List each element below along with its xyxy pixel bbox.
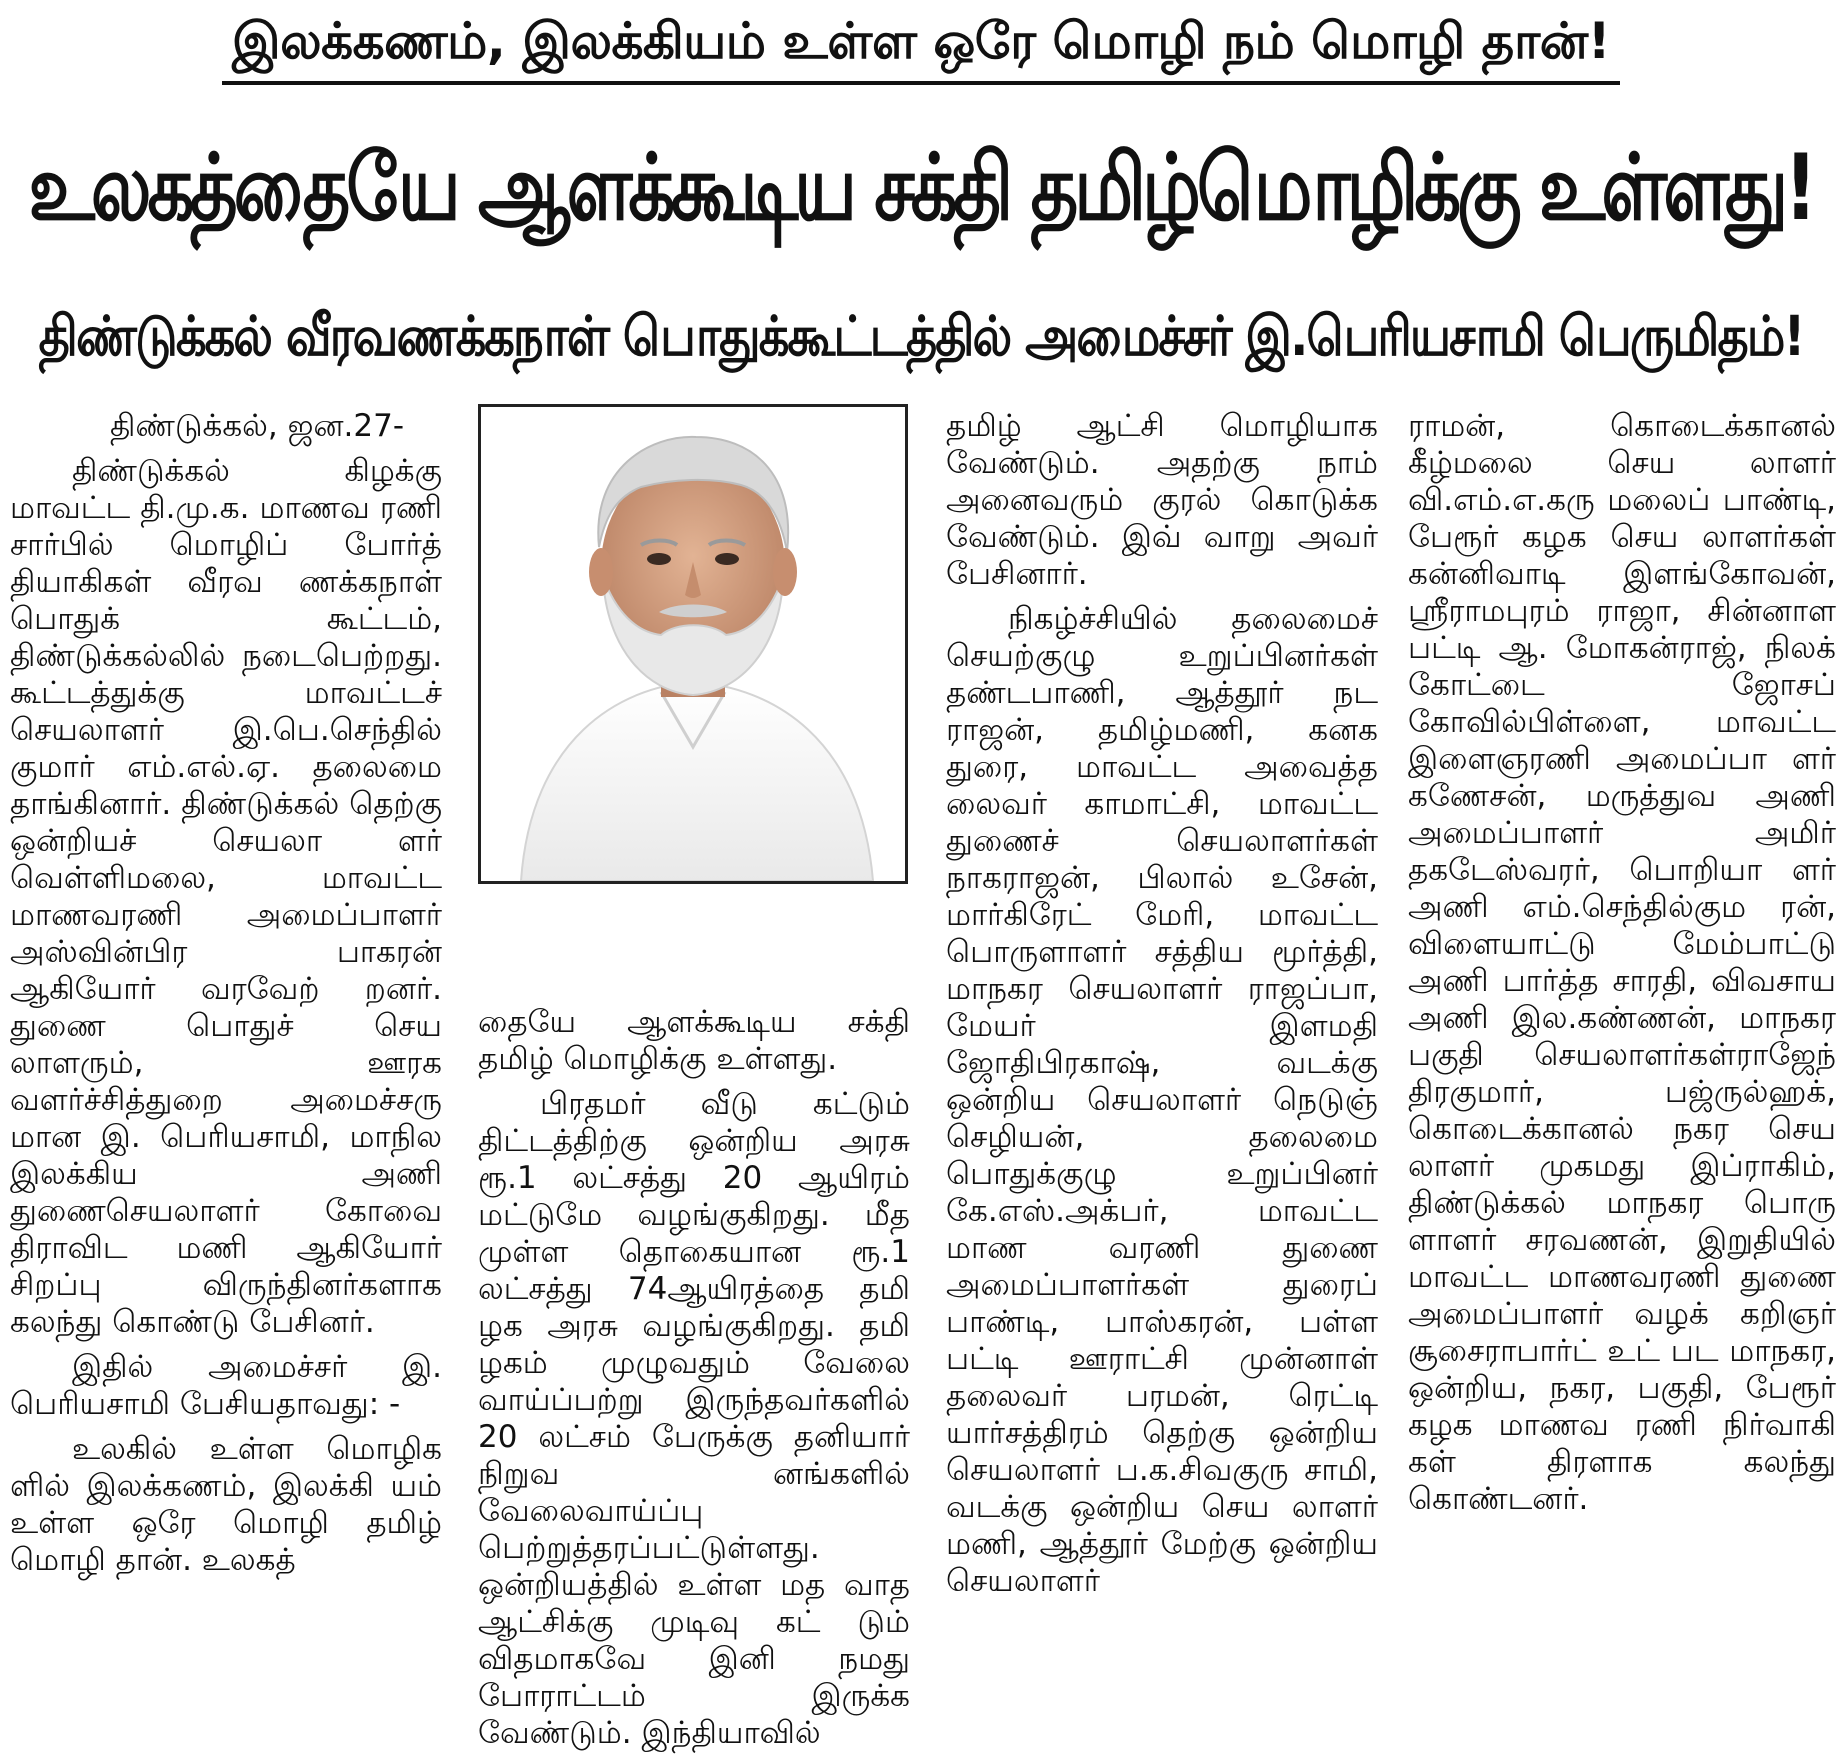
minister-photo: [478, 404, 908, 884]
paragraph: பிரதமர் வீடு கட்டும் திட்டத்திற்கு ஒன்றிய அரசு ரூ.1 லட்சத்து 20 ஆயிரம் மட்டுமே வழங்குகிறது. மீத முள்ள தொகையான ரூ.1 லட்சத்து 74ஆயிரத்தை தமி ழக அரசு வழங்குகிறது. தமி ழகம் முழுவதும் வேலை வாய்ப்பற்று இருந்தவர்களில் 20 லட்சம் பேருக்கு தனியார் நிறுவ னங்களில் வேலைவாய்ப்பு பெற்றுத்தரப்பட்டுள்ளது. ஒன்றியத்தில் உள்ள மத வாத ஆட்சிக்கு முடிவு கட் டும் விதமாகவே இனி நமது போராட்டம் இருக்க வேண்டும். இந்தியாவில்: [478, 1086, 910, 1751]
paragraph: ராமன், கொடைக்கானல் கீழ்மலை செய லாளர் வி.எம்.எ.கரு மலைப் பாண்டி, பேரூர் கழக செய லாளர்கள் கன்னிவாடி இளங்கோவன், ஸ்ரீராமபுரம் ராஜா, சின்னாள பட்டி ஆ. மோகன்ராஜ், நிலக் கோட்டை ஜோசப் கோவில்பிள்ளை, மாவட்ட இளைஞரணி அமைப்பா ளர் கணேசன், மருத்துவ அணி அமைப்பாளர் அமிர் தகடேஸ்வரர், பொறியா ளர் அணி எம்.செந்தில்கும ரன், விளையாட்டு மேம்பாட்டு அணி பார்த்த சாரதி, விவசாய அணி இல.கண்ணன், மாநகர பகுதி செயலாளர்கள்ராஜேந் திரகுமார், பஜ்ருல்ஹக், கொடைக்கானல் நகர செய லாளர் முகமது இப்ராகிம், திண்டுக்கல் மாநகர பொரு ளாளர் சரவணன், இறுதியில் மாவட்ட மாணவரணி துணை அமைப்பாளர் வழக் கறிஞர் சூசைராபார்ட் உட் பட மாநகர, ஒன்றிய, நகர, பகுதி, பேரூர் கழக மாணவ ரணி நிர்வாகி கள் திரளாக கலந்து கொண்டனர்.: [1408, 408, 1836, 1517]
paragraph: திண்டுக்கல் கிழக்கு மாவட்ட தி.மு.க. மாணவ ரணி சார்பில் மொழிப் போர்த் தியாகிகள் வீரவ ணக்கநாள் பொதுக் கூட்டம், திண்டுக்கல்லில் நடைபெற்றது. கூட்டத்துக்கு மாவட்டச் செயலாளர் இ.பெ.செந்தில் குமார் எம்.எல்.ஏ. தலைமை தாங்கினார். திண்டுக்கல் தெற்கு ஒன்றியச் செயலா ளர் வெள்ளிமலை, மாவட்ட மாணவரணி அமைப்பாளர் அஸ்வின்பிர பாகரன் ஆகியோர் வரவேற் றனர். துணை பொதுச் செய லாளரும், ஊரக வளர்ச்சித்துறை அமைச்சரு மான இ. பெரியசாமி, மாநில இலக்கிய அணி துணைசெயலாளர் கோவை திராவிட மணி ஆகியோர் சிறப்பு விருந்தினர்களாக கலந்து கொண்டு பேசினர்.: [10, 453, 442, 1340]
article-column-1: [10, 408, 442, 1758]
portrait-image: [481, 407, 905, 881]
paragraph: நிகழ்ச்சியில் தலைமைச் செயற்குழு உறுப்பினர்கள் தண்டபாணி, ஆத்தூர் நட ராஜன், தமிழ்மணி, கனக துரை, மாவட்ட அவைத்த லைவர் காமாட்சி, மாவட்ட துணைச் செயலாளர்கள் நாகராஜன், பிலால் உசேன், மார்கிரேட் மேரி, மாவட்ட பொருளாளர் சத்திய மூர்த்தி, மாநகர செயலாளர் ராஜப்பா, மேயர் இளமதி ஜோதிபிரகாஷ், வடக்கு ஒன்றிய செயலாளர் நெடுஞ் செழியன், தலைமை பொதுக்குழு உறுப்பினர் கே.எஸ்.அக்பர், மாவட்ட மாண வரணி துணை அமைப்பாளர்கள் துரைப் பாண்டி, பாஸ்கரன், பள்ள பட்டி ஊராட்சி முன்னாள் தலைவர் பரமன், ரெட்டி யார்சத்திரம் தெற்கு ஒன்றிய செயலாளர் ப.க.சிவகுரு சாமி, வடக்கு ஒன்றிய செய லாளர் மணி, ஆத்தூர் மேற்கு ஒன்றிய செயலாளர்: [946, 601, 1378, 1599]
kicker-banner: [0, 0, 1842, 96]
headline: [0, 108, 1842, 280]
subheadline: [0, 292, 1842, 388]
article-column-2: [478, 1004, 910, 1758]
dateline: திண்டுக்கல், ஜன.27-: [110, 408, 405, 444]
paragraph: தமிழ் ஆட்சி மொழியாக வேண்டும். அதற்கு நாம் அனைவரும் குரல் கொடுக்க வேண்டும். இவ் வாறு அவர் பேசினார்.: [946, 408, 1378, 592]
subheadline-text: திண்டுக்கல் வீரவணக்கநாள் பொதுக்கூட்டத்தில் அமைச்சர் இ.பெரியசாமி பெருமிதம்!: [38, 304, 1804, 369]
paragraph: உலகில் உள்ள மொழிக ளில் இலக்கணம், இலக்கி யம் உள்ள ஒரே மொழி தமிழ் மொழி தான். உலகத்: [10, 1431, 442, 1578]
kicker-text: இலக்கணம், இலக்கியம் உள்ள ஒரே மொழி நம் மொழி தான்!: [222, 12, 1620, 85]
paragraph: இதில் அமைச்சர் இ. பெரியசாமி பேசியதாவது: -: [10, 1349, 442, 1422]
article-column-4: [1408, 408, 1836, 1758]
paragraph: தையே ஆளக்கூடிய சக்தி தமிழ் மொழிக்கு உள்ளது.: [478, 1004, 910, 1077]
headline-text: உலகத்தையே ஆளக்கூடிய சக்தி தமிழ்மொழிக்கு உள்ளது!: [28, 134, 1814, 241]
article-column-3: [946, 408, 1378, 1758]
